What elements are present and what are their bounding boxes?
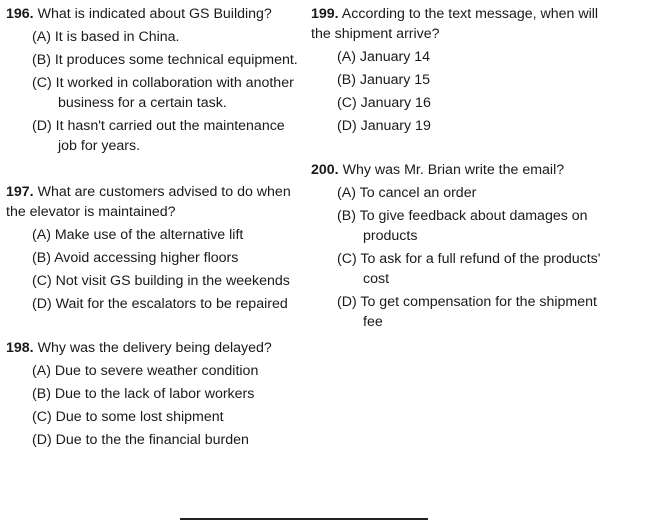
options-199 <box>311 47 611 136</box>
option-200-b[interactable]: (B) To give feedback about damages on products <box>337 208 588 244</box>
option-200-a[interactable]: (A) To cancel an order <box>337 185 477 201</box>
option-197-c[interactable]: (C) Not visit GS building in the weekends <box>32 273 290 289</box>
question-prompt: What are customers advised to do when the elevator is maintained? <box>6 184 291 220</box>
question-196 <box>6 4 298 156</box>
options-200 <box>311 183 611 332</box>
question-prompt: Why was Mr. Brian write the email? <box>342 162 565 178</box>
options-196 <box>6 27 298 156</box>
question-197 <box>6 182 298 314</box>
question-199 <box>311 4 611 136</box>
option-199-d[interactable]: (D) January 19 <box>337 118 431 134</box>
question-200 <box>311 160 611 332</box>
right-column <box>311 0 611 332</box>
question-prompt: According to the text message, when will the shipment arrive? <box>311 6 599 42</box>
question-200-text <box>311 160 611 180</box>
option-197-a[interactable]: (A) Make use of the alternative lift <box>32 227 244 243</box>
option-200-d[interactable]: (D) To get compensation for the shipment fee <box>337 294 597 330</box>
bottom-divider <box>180 518 428 520</box>
option-198-d[interactable]: (D) Due to the the financial burden <box>32 432 249 448</box>
option-198-a[interactable]: (A) Due to severe weather condition <box>32 363 259 379</box>
question-199-text <box>311 4 611 44</box>
question-prompt: What is indicated about GS Building? <box>37 6 272 22</box>
options-197 <box>6 225 298 314</box>
question-196-text <box>6 4 298 24</box>
question-198-text <box>6 338 298 358</box>
left-column <box>6 0 298 450</box>
option-200-c[interactable]: (C) To ask for a full refund of the products' cost <box>337 251 601 287</box>
option-196-a[interactable]: (A) It is based in China. <box>32 29 180 45</box>
option-197-b[interactable]: (B) Avoid accessing higher floors <box>32 250 239 266</box>
option-199-c[interactable]: (C) January 16 <box>337 95 431 111</box>
option-196-b[interactable]: (B) It produces some technical equipment. <box>32 52 298 68</box>
option-197-d[interactable]: (D) Wait for the escalators to be repaired <box>32 296 288 312</box>
question-prompt: Why was the delivery being delayed? <box>37 340 272 356</box>
option-199-b[interactable]: (B) January 15 <box>337 72 431 88</box>
option-196-c[interactable]: (C) It worked in collaboration with another business for a certain task. <box>32 75 294 111</box>
question-number: 200. <box>311 162 339 178</box>
option-198-c[interactable]: (C) Due to some lost shipment <box>32 409 224 425</box>
question-198 <box>6 338 298 450</box>
question-number: 196. <box>6 6 34 22</box>
options-198 <box>6 361 298 450</box>
question-number: 199. <box>311 6 339 22</box>
option-198-b[interactable]: (B) Due to the lack of labor workers <box>32 386 255 402</box>
question-number: 198. <box>6 340 34 356</box>
question-number: 197. <box>6 184 34 200</box>
question-197-text <box>6 182 298 222</box>
option-199-a[interactable]: (A) January 14 <box>337 49 431 65</box>
option-196-d[interactable]: (D) It hasn't carried out the maintenance job for years. <box>32 118 285 154</box>
